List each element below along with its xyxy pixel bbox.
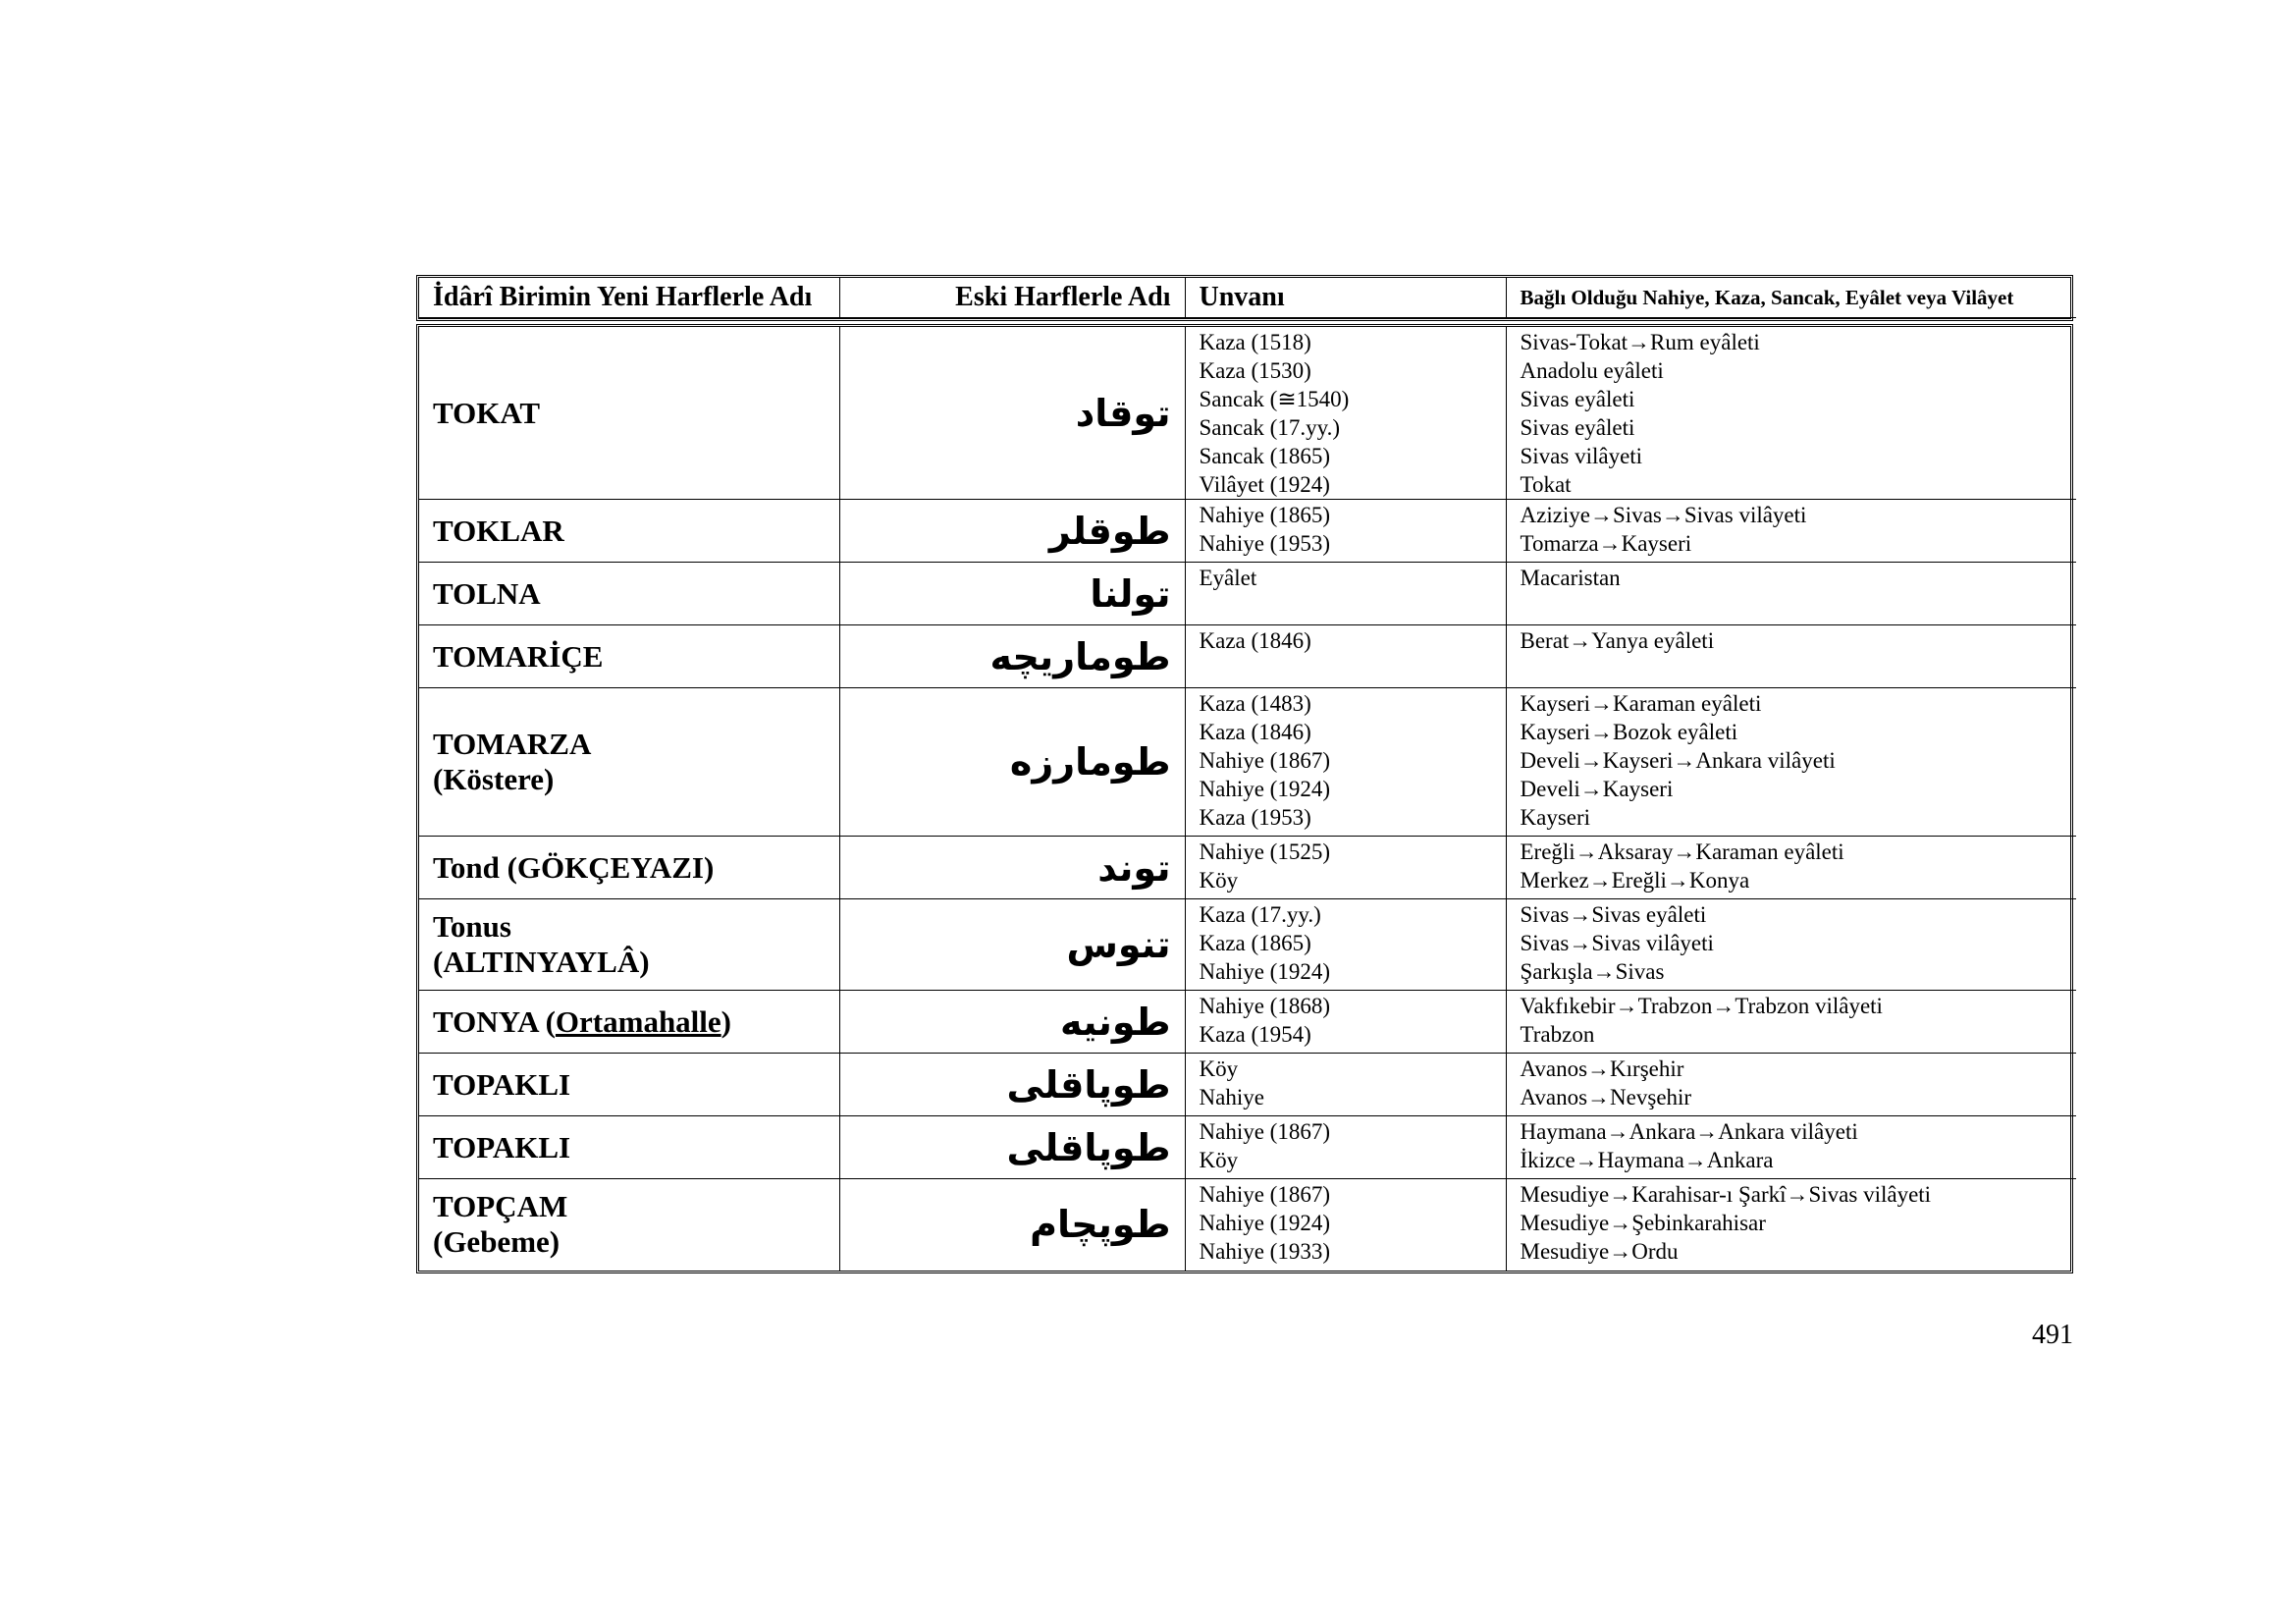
unit-alt-name: (Köstere): [433, 762, 555, 796]
affiliation-entry: Sivas→Sivas vilâyeti: [1520, 931, 1714, 955]
old-script-name: طوپچام: [839, 1179, 1185, 1271]
old-script-name: تنوس: [839, 899, 1185, 991]
unit-name-cell: [419, 500, 839, 563]
table-row: [419, 500, 2076, 563]
title-cell: [1185, 625, 1506, 688]
affiliation-entry: Anadolu eyâleti: [1520, 358, 1664, 383]
unit-name-cell: [419, 563, 839, 625]
affiliation-cell: [1506, 327, 2076, 500]
title-cell: [1185, 1179, 1506, 1271]
affiliation-entry: Tokat: [1520, 472, 1572, 497]
header-affiliation: Bağlı Olduğu Nahiye, Kaza, Sancak, Eyâlet veya Vilâyet: [1506, 278, 2076, 318]
old-script-name: طوقلر: [839, 500, 1185, 563]
unit-name: TOLNA: [433, 575, 541, 611]
table-row: [419, 625, 2076, 688]
title-entry: Kaza (1518): [1199, 330, 1311, 354]
title-entry: Sancak (17.yy.): [1199, 415, 1340, 440]
unit-name-cell: [419, 899, 839, 991]
affiliation-entry: Avanos→Nevşehir: [1520, 1085, 1692, 1110]
unit-alt-name: (ALTINYAYLÂ): [433, 945, 650, 979]
title-entry: Kaza (1953): [1199, 805, 1311, 830]
affiliation-entry: Haymana→Ankara→Ankara vilâyeti: [1520, 1119, 1858, 1144]
affiliation-entry: Vakfıkebir→Trabzon→Trabzon vilâyeti: [1520, 994, 1883, 1018]
title-entry: Nahiye (1924): [1199, 959, 1330, 984]
affiliation-cell: [1506, 899, 2076, 991]
affiliation-cell: [1506, 500, 2076, 563]
affiliation-entry: Avanos→Kırşehir: [1520, 1056, 1684, 1081]
title-cell: [1185, 1054, 1506, 1116]
table-row: [419, 1179, 2076, 1271]
old-script-name: توقاد: [839, 327, 1185, 500]
unit-name: TOPÇAM: [433, 1189, 568, 1224]
affiliation-cell: [1506, 688, 2076, 837]
unit-name: Tonus: [433, 909, 511, 944]
affiliation-cell: [1506, 1179, 2076, 1271]
title-cell: [1185, 1116, 1506, 1179]
title-entry: Nahiye: [1199, 1085, 1264, 1110]
unit-alt-name: (Gebeme): [433, 1224, 561, 1260]
title-entry: Nahiye (1868): [1199, 994, 1330, 1018]
table-row: [419, 688, 2076, 837]
header-new-name: İdârî Birimin Yeni Harflerle Adı: [419, 278, 839, 318]
affiliation-entry: Berat→Yanya eyâleti: [1520, 628, 1715, 653]
unit-name: TOPAKLI: [433, 1129, 571, 1164]
unit-name-suffix: ): [721, 1003, 731, 1039]
table-row: [419, 1116, 2076, 1179]
title-entry: Nahiye (1924): [1199, 777, 1330, 801]
title-entry: Eyâlet: [1199, 566, 1257, 590]
old-script-name: طونيه: [839, 991, 1185, 1054]
unit-name: TOMARİÇE: [433, 638, 604, 674]
affiliation-cell: [1506, 625, 2076, 688]
unit-name: TOKAT: [433, 395, 541, 430]
unit-name-cell: [419, 625, 839, 688]
unit-name-cell: [419, 1054, 839, 1116]
title-entry: Vilâyet (1924): [1199, 472, 1330, 497]
title-cell: [1185, 899, 1506, 991]
old-script-name: توند: [839, 837, 1185, 899]
title-entry: Nahiye (1924): [1199, 1211, 1330, 1235]
affiliation-entry: Develi→Kayseri→Ankara vilâyeti: [1520, 748, 1836, 773]
affiliation-entry: Kayseri: [1520, 805, 1591, 830]
title-entry: Nahiye (1953): [1199, 531, 1330, 556]
affiliation-entry: Sivas-Tokat→Rum eyâleti: [1520, 330, 1760, 354]
unit-name-cell: [419, 991, 839, 1054]
affiliation-entry: İkizce→Haymana→Ankara: [1520, 1148, 1774, 1172]
title-entry: Köy: [1199, 868, 1239, 893]
title-cell: [1185, 837, 1506, 899]
affiliation-entry: Mesudiye→Ordu: [1520, 1239, 1679, 1264]
title-entry: Köy: [1199, 1148, 1239, 1172]
table-header-frame: [416, 275, 2073, 321]
title-entry: Nahiye (1867): [1199, 1119, 1330, 1144]
affiliation-entry: Develi→Kayseri: [1520, 777, 1674, 801]
table-body-frame: [416, 324, 2073, 1273]
affiliation-entry: Sivas eyâleti: [1520, 387, 1635, 411]
title-entry: Nahiye (1867): [1199, 748, 1330, 773]
title-entry: Sancak (≅1540): [1199, 387, 1350, 411]
unit-name: Tond (GÖKÇEYAZI): [433, 849, 715, 885]
old-script-name: طوپاقلی: [839, 1054, 1185, 1116]
title-entry: Köy: [1199, 1056, 1239, 1081]
affiliation-cell: [1506, 1054, 2076, 1116]
title-entry: Kaza (1483): [1199, 691, 1311, 716]
title-entry: Kaza (1530): [1199, 358, 1311, 383]
affiliation-cell: [1506, 837, 2076, 899]
unit-name-cell: [419, 1179, 839, 1271]
affiliation-entry: Kayseri→Bozok eyâleti: [1520, 720, 1738, 744]
unit-name-cell: [419, 327, 839, 500]
title-entry: Kaza (1846): [1199, 720, 1311, 744]
affiliation-entry: Merkez→Ereğli→Konya: [1520, 868, 1750, 893]
title-entry: Kaza (1865): [1199, 931, 1311, 955]
title-entry: Kaza (1846): [1199, 628, 1311, 653]
title-entry: Nahiye (1865): [1199, 503, 1330, 527]
header-old-script: Eski Harflerle Adı: [839, 278, 1185, 318]
table-row: [419, 899, 2076, 991]
affiliation-entry: Trabzon: [1520, 1022, 1595, 1047]
affiliation-cell: [1506, 563, 2076, 625]
title-entry: Nahiye (1525): [1199, 839, 1330, 864]
unit-name-underlined: Ortamahalle: [555, 1003, 721, 1039]
old-script-name: طوماريچه: [839, 625, 1185, 688]
affiliation-entry: Şarkışla→Sivas: [1520, 959, 1665, 984]
affiliation-entry: Sivas eyâleti: [1520, 415, 1635, 440]
title-entry: Kaza (17.yy.): [1199, 902, 1321, 927]
table-row: [419, 563, 2076, 625]
unit-name: TOPAKLI: [433, 1066, 571, 1102]
title-cell: [1185, 327, 1506, 500]
affiliation-entry: Kayseri→Karaman eyâleti: [1520, 691, 1762, 716]
affiliation-entry: Macaristan: [1520, 566, 1621, 590]
gazetteer-table: [416, 275, 2073, 1273]
title-cell: [1185, 991, 1506, 1054]
page-number: 491: [2032, 1320, 2073, 1350]
title-entry: Sancak (1865): [1199, 444, 1330, 468]
affiliation-entry: Aziziye→Sivas→Sivas vilâyeti: [1520, 503, 1807, 527]
title-entry: Nahiye (1933): [1199, 1239, 1330, 1264]
affiliation-entry: Sivas→Sivas eyâleti: [1520, 902, 1707, 927]
old-script-name: طومارزه: [839, 688, 1185, 837]
affiliation-cell: [1506, 991, 2076, 1054]
affiliation-entry: Tomarza→Kayseri: [1520, 531, 1692, 556]
unit-name-prefix: TONYA (: [433, 1003, 556, 1039]
unit-name-cell: [419, 1116, 839, 1179]
title-cell: [1185, 688, 1506, 837]
title-cell: [1185, 500, 1506, 563]
table-body: [419, 327, 2076, 1271]
table-header-row: [419, 278, 2076, 318]
affiliation-entry: Mesudiye→Karahisar-ı Şarkî→Sivas vilâyeti: [1520, 1182, 1932, 1207]
table-row: [419, 327, 2076, 500]
unit-name: TOKLAR: [433, 513, 564, 548]
unit-name-cell: [419, 837, 839, 899]
unit-name: TOMARZA: [433, 727, 592, 761]
title-entry: Kaza (1954): [1199, 1022, 1311, 1047]
title-cell: [1185, 563, 1506, 625]
table-row: [419, 1054, 2076, 1116]
table-row: [419, 991, 2076, 1054]
table-row: [419, 837, 2076, 899]
affiliation-entry: Sivas vilâyeti: [1520, 444, 1643, 468]
old-script-name: طوپاقلی: [839, 1116, 1185, 1179]
affiliation-entry: Mesudiye→Şebinkarahisar: [1520, 1211, 1766, 1235]
unit-name-cell: [419, 688, 839, 837]
header-title: Unvanı: [1185, 278, 1506, 318]
title-entry: Nahiye (1867): [1199, 1182, 1330, 1207]
affiliation-cell: [1506, 1116, 2076, 1179]
old-script-name: تولنا: [839, 563, 1185, 625]
affiliation-entry: Ereğli→Aksaray→Karaman eyâleti: [1520, 839, 1844, 864]
